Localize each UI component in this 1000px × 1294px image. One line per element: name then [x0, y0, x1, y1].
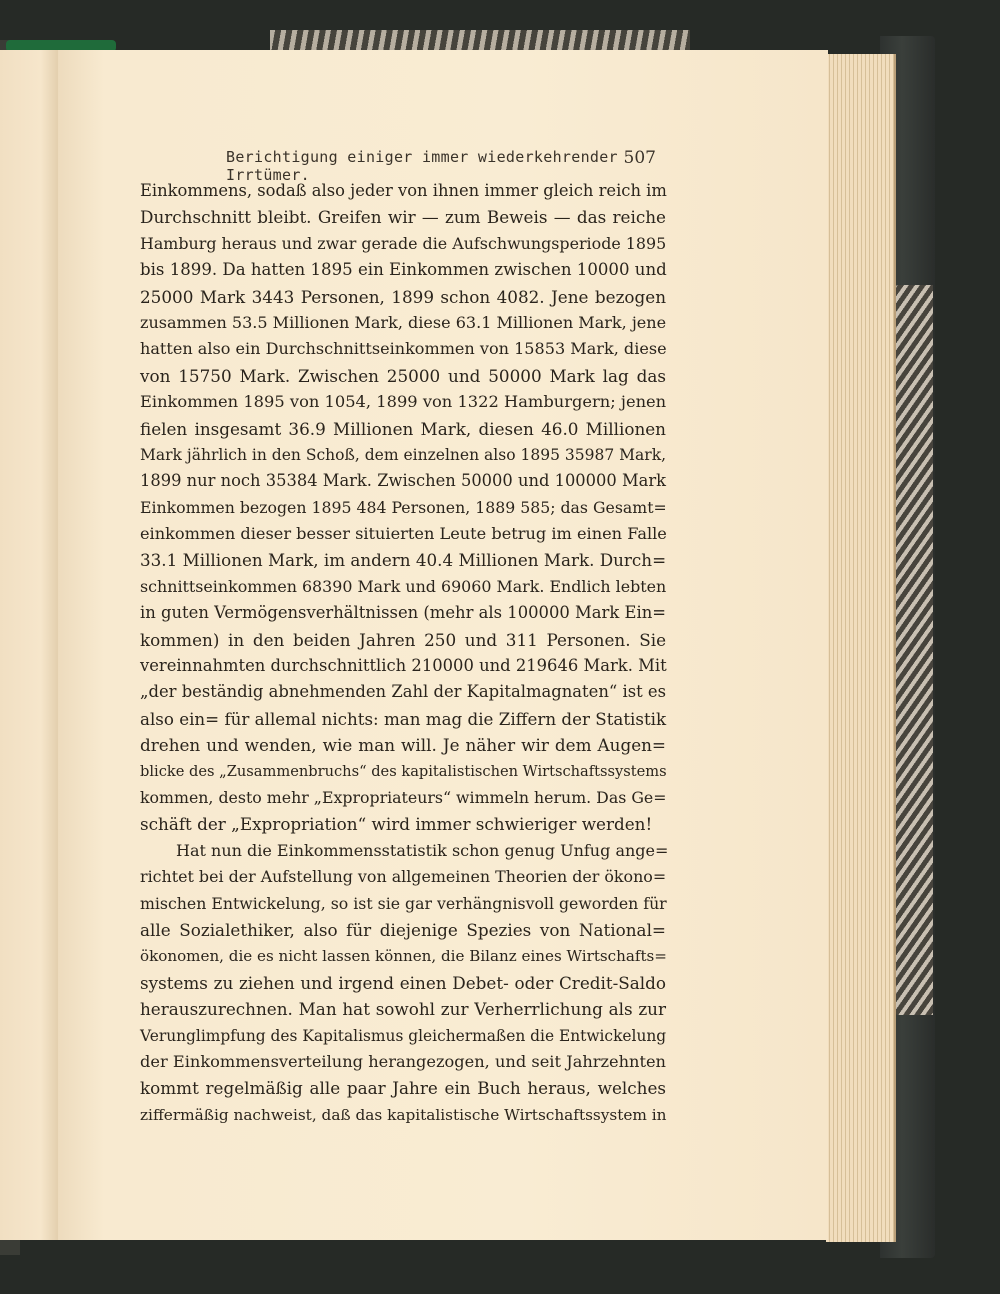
text-line: 1899 nur noch 35384 Mark. Zwischen 50000 und 100000 Mark	[140, 471, 666, 491]
text-line: in guten Vermögensverhältnissen (mehr als 100000 Mark Ein=	[140, 603, 666, 623]
text-line: drehen und wenden, wie man will. Je näher wir dem Augen=	[140, 735, 666, 756]
text-line: Verunglimpfung des Kapitalismus gleichermaßen die Entwickelung	[140, 1026, 667, 1045]
running-title: Berichtigung einiger immer wiederkehrender Irrtümer.	[226, 148, 618, 184]
text-line: also ein= für allemal nichts: man mag die Ziffern der Statistik	[140, 708, 667, 729]
text-line: bis 1899. Da hatten 1895 ein Einkommen zwischen 10000 und	[140, 260, 667, 280]
page-header	[226, 148, 656, 184]
text-line: hatten also ein Durchschnittseinkommen von 15853 Mark, diese	[140, 339, 667, 359]
text-line: „der beständig abnehmenden Zahl der Kapitalmagnaten“ ist es	[140, 682, 666, 702]
text-line: fielen insgesamt 36.9 Millionen Mark, diesen 46.0 Millionen	[140, 418, 666, 439]
body-text	[140, 178, 669, 1128]
text-line: Hamburg heraus und zwar gerade die Aufschwungsperiode 1895	[140, 233, 667, 253]
text-line: Durchschnitt bleibt. Greifen wir — zum Beweis — das reiche	[140, 207, 666, 228]
text-line: Mark jährlich in den Schoß, dem einzelnen also 1895 35987 Mark,	[140, 445, 667, 464]
text-line: vereinnahmten durchschnittlich 210000 und 219646 Mark. Mit	[140, 656, 667, 676]
text-line: richtet bei der Aufstellung von allgemeinen Theorien der ökono=	[140, 867, 667, 887]
text-line: ziffermäßig nachweist, daß das kapitalistische Wirtschaftssystem in	[140, 1105, 667, 1124]
text-line: schäft der „Expropriation“ wird immer schwieriger werden!	[140, 814, 653, 835]
page-number: 507	[623, 148, 656, 168]
previous-page-edge	[0, 50, 59, 1240]
text-line: systems zu ziehen und irgend einen Debet- oder Credit-Saldo	[140, 972, 666, 993]
text-line: einkommen dieser besser situierten Leute betrug im einen Falle	[140, 524, 667, 544]
paragraph	[140, 178, 666, 838]
text-line: kommt regelmäßig alle paar Jahre ein Buch heraus, welches	[140, 1078, 666, 1099]
text-line: mischen Entwickelung, so ist sie gar verhängnisvoll geworden für	[140, 893, 667, 913]
text-line: 33.1 Millionen Mark, im andern 40.4 Millionen Mark. Durch=	[140, 550, 667, 571]
paragraph	[140, 838, 669, 1128]
text-line: alle Sozialethiker, also für diejenige Spezies von National=	[140, 919, 666, 940]
text-line: blicke des „Zusammenbruchs“ des kapitalistischen Wirtschaftssystems	[140, 762, 667, 780]
text-line: Hat nun die Einkommensstatistik schon genug Unfug ange=	[176, 840, 669, 860]
text-line: zusammen 53.5 Millionen Mark, diese 63.1 Millionen Mark, jene	[140, 312, 667, 332]
text-line: Einkommens, sodaß also jeder von ihnen immer gleich reich im	[140, 181, 667, 200]
marbled-cover-edge	[893, 285, 933, 1015]
text-line: herauszurechnen. Man hat sowohl zur Verherrlichung als zur	[140, 999, 666, 1020]
text-line: kommen, desto mehr „Expropriateurs“ wimmeln herum. Das Ge=	[140, 787, 667, 807]
text-line: Einkommen bezogen 1895 484 Personen, 1889 585; das Gesamt=	[140, 497, 667, 517]
text-line: kommen) in den beiden Jahren 250 und 311 Personen. Sie	[140, 629, 666, 650]
text-line: schnittseinkommen 68390 Mark und 69060 Mark. Endlich lebten	[140, 576, 667, 596]
text-line: von 15750 Mark. Zwischen 25000 und 50000 Mark lag das	[140, 365, 666, 386]
text-line: der Einkommensverteilung herangezogen, und seit Jahrzehnten	[140, 1051, 666, 1071]
marbled-spine-top	[270, 30, 690, 52]
text-line: 25000 Mark 3443 Personen, 1899 schon 4082. Jene bezogen	[140, 286, 666, 307]
page-edges-stack	[826, 54, 896, 1242]
text-line: Einkommen 1895 von 1054, 1899 von 1322 Hamburgern; jenen	[140, 392, 667, 412]
text-line: ökonomen, die es nicht lassen können, die Bilanz eines Wirtschafts=	[140, 947, 667, 966]
